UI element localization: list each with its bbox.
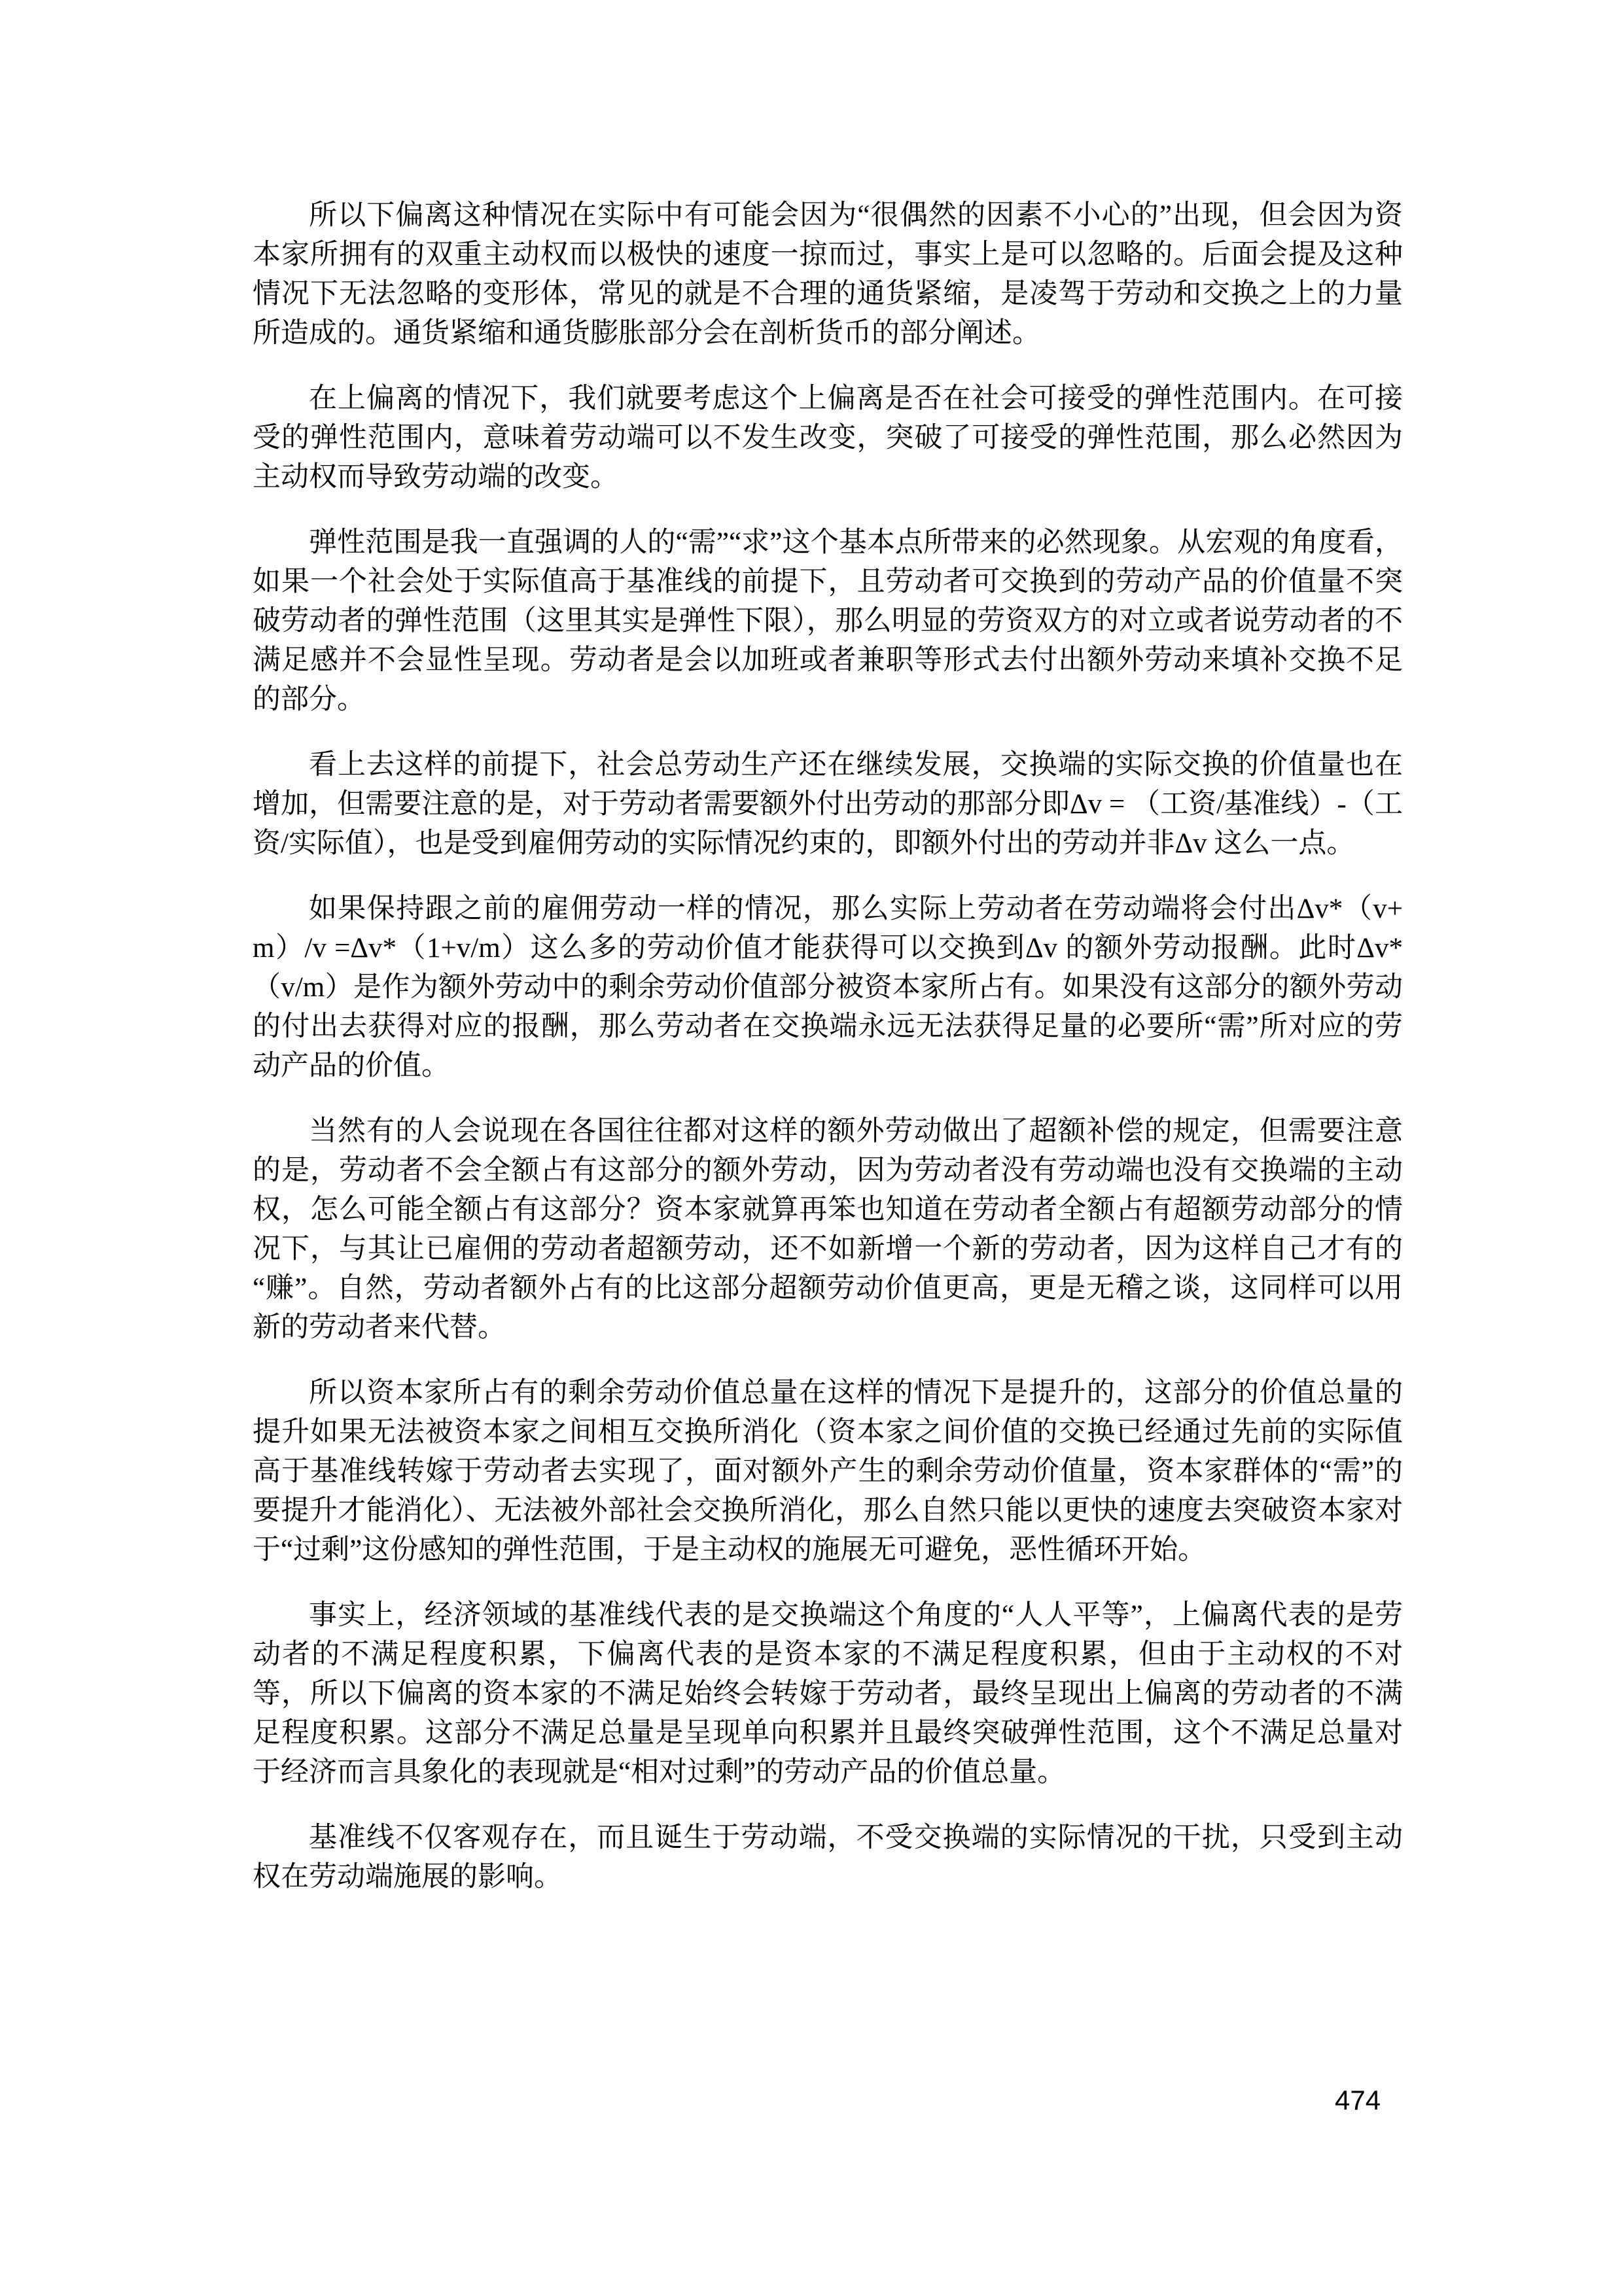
paragraph-2: 在上偏离的情况下，我们就要考虑这个上偏离是否在社会可接受的弹性范围内。在可接受的弹性范围内，意味着劳动端可以不发生改变，突破了可接受的弹性范围，那么必然因为主动权而导致劳动端的改变。 <box>253 383 1403 493</box>
paragraph-3: 弹性范围是我一直强调的人的“需”“求”这个基本点所带来的必然现象。从宏观的角度看，如果一个社会处于实际值高于基准线的前提下，且劳动者可交换到的劳动产品的价值量不突破劳动者的弹性范围（这里其实是弹性下限），那么明显的劳资双方的对立或者说劳动者的不满足感并不会显性呈现。劳动者是会以加班或者兼职等形式去付出额外劳动来填补交换不足的部分。 <box>253 527 1403 715</box>
paragraph-7: 所以资本家所占有的剩余劳动价值总量在这样的情况下是提升的，这部分的价值总量的提升如果无法被资本家之间相互交换所消化（资本家之间价值的交换已经通过先前的实际值高于基准线转嫁于劳动者去实现了，面对额外产生的剩余劳动价值量，资本家群体的“需”的要提升才能消化）、无法被外部社会交换所消化，那么自然只能以更快的速度去突破资本家对于“过剩”这份感知的弹性范围，于是主动权的施展无可避免，恶性循环开始。 <box>253 1378 1403 1565</box>
paragraph-9: 基准线不仅客观存在，而且诞生于劳动端，不受交换端的实际情况的干扰，只受到主动权在劳动端施展的影响。 <box>253 1822 1403 1892</box>
paragraph-4: 看上去这样的前提下，社会总劳动生产还在继续发展，交换端的实际交换的价值量也在增加，但需要注意的是，对于劳动者需要额外付出劳动的那部分即Δv = （工资/基准线）-（工资/实际值），也是受到雇佣劳动的实际情况约束的，即额外付出的劳动并非Δv 这么一点。 <box>253 750 1403 859</box>
paragraph-5: 如果保持跟之前的雇佣劳动一样的情况，那么实际上劳动者在劳动端将会付出Δv*（v+m）/v =Δv*（1+v/m）这么多的劳动价值才能获得可以交换到Δv 的额外劳动报酬。此时Δv*（v/m）是作为额外劳动中的剩余劳动价值部分被资本家所占有。如果没有这部分的额外劳动的付出去获得对应的报酬，那么劳动者在交换端永远无法获得足量的必要所“需”所对应的劳动产品的价值。 <box>253 894 1403 1081</box>
page-number: 474 <box>1335 2085 1381 2115</box>
paragraph-1: 所以下偏离这种情况在实际中有可能会因为“很偶然的因素不小心的”出现，但会因为资本家所拥有的双重主动权而以极快的速度一掠而过，事实上是可以忽略的。后面会提及这种情况下无法忽略的变形体，常见的就是不合理的通货紧缩，是凌驾于劳动和交换之上的力量所造成的。通货紧缩和通货膨胀部分会在剖析货币的部分阐述。 <box>253 200 1403 349</box>
text-block <box>253 196 1403 1923</box>
paragraph-6: 当然有的人会说现在各国往往都对这样的额外劳动做出了超额补偿的规定，但需要注意的是，劳动者不会全额占有这部分的额外劳动，因为劳动者没有劳动端也没有交换端的主动权，怎么可能全额占有这部分？资本家就算再笨也知道在劳动者全额占有超额劳动部分的情况下，与其让已雇佣的劳动者超额劳动，还不如新增一个新的劳动者，因为这样自己才有的“赚”。自然，劳动者额外占有的比这部分超额劳动价值更高，更是无稽之谈，这同样可以用新的劳动者来代替。 <box>253 1116 1403 1343</box>
paragraph-8: 事实上，经济领域的基准线代表的是交换端这个角度的“人人平等”，上偏离代表的是劳动者的不满足程度积累，下偏离代表的是资本家的不满足程度积累，但由于主动权的不对等，所以下偏离的资本家的不满足始终会转嫁于劳动者，最终呈现出上偏离的劳动者的不满足程度积累。这部分不满足总量是呈现单向积累并且最终突破弹性范围，这个不满足总量对于经济而言具象化的表现就是“相对过剩”的劳动产品的价值总量。 <box>253 1600 1403 1788</box>
